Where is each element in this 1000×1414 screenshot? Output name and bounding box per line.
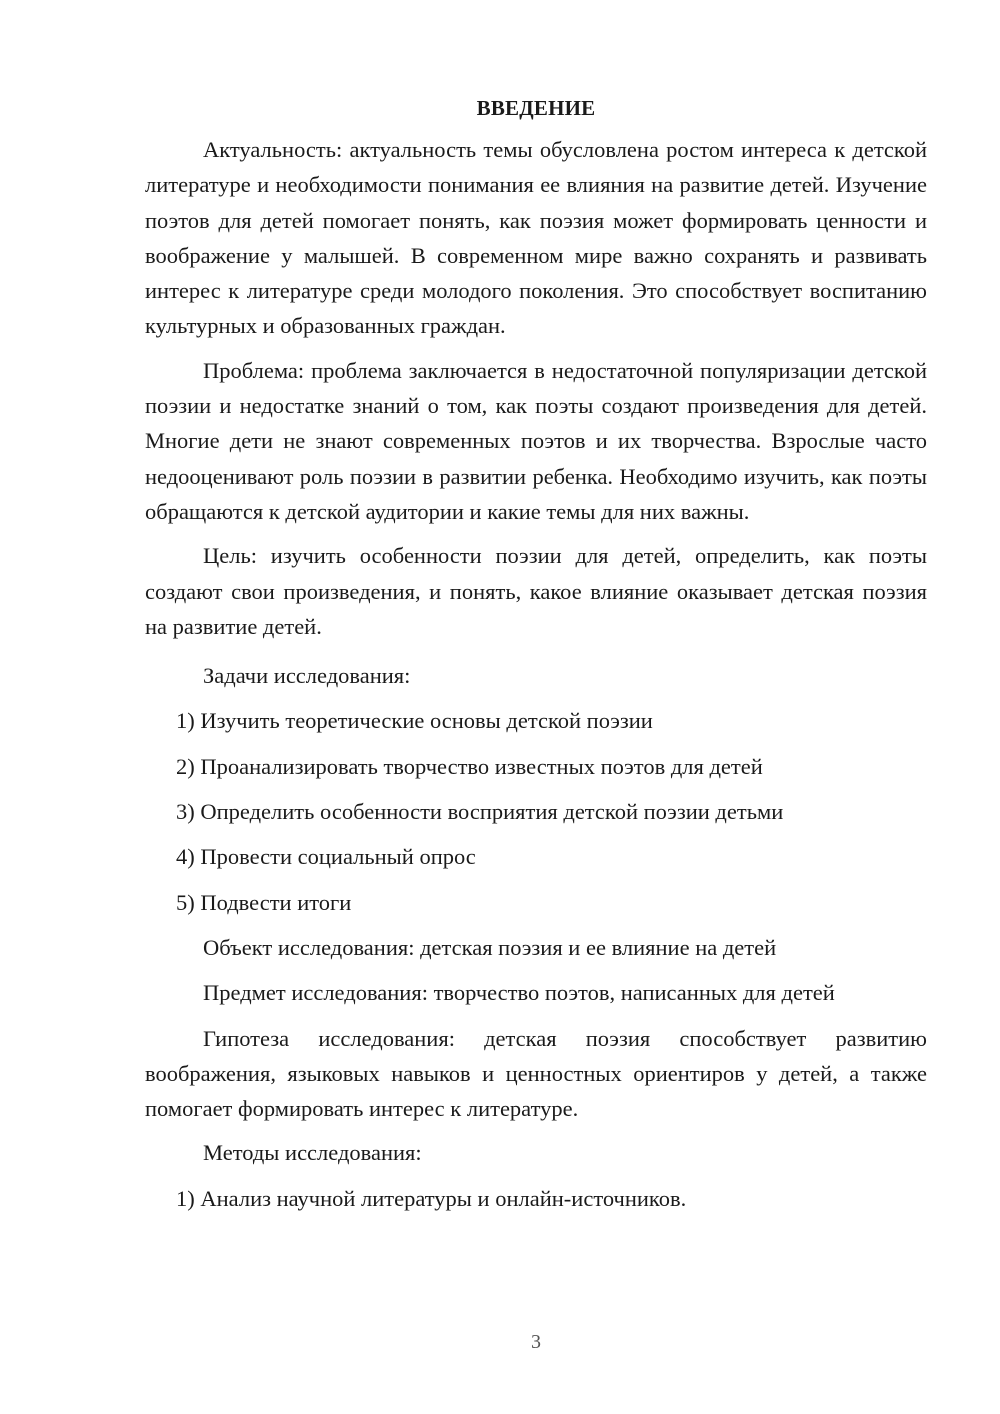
task-item: 1) Изучить теоретические основы детской поэзии bbox=[176, 708, 653, 734]
section-title: ВВЕДЕНИЕ bbox=[476, 96, 596, 120]
task-item: 3) Определить особенности восприятия детской поэзии детьми bbox=[176, 799, 784, 825]
task-item: 2) Проанализировать творчество известных поэтов для детей bbox=[176, 753, 763, 779]
task-item: 4) Провести социальный опрос bbox=[176, 844, 476, 870]
task-item: 5) Подвести итоги bbox=[176, 889, 352, 915]
research-object: Объект исследования: детская поэзия и ее влияние на детей bbox=[203, 934, 777, 960]
paragraph-relevance: Актуальность: актуальность темы обусловлена ростом интереса к детской литературе и необходимости понимания ее влияния на развитие детей. Изучение поэтов для детей помогает понять, как поэзия может формировать ценности и воображение у малышей. В современном мире важно сохранять и развивать интерес к литературе среди молодого поколения. Это способствует воспитанию культурных и образованных граждан. bbox=[145, 137, 927, 339]
method-item: 1) Анализ научной литературы и онлайн-источников. bbox=[176, 1185, 687, 1211]
research-subject: Предмет исследования: творчество поэтов, написанных для детей bbox=[203, 980, 835, 1006]
paragraph-hypothesis: Гипотеза исследования: детская поэзия способствует развитию воображения, языковых навыков и ценностных ориентиров у детей, а также помогает формировать интерес к литературе. bbox=[145, 1025, 927, 1122]
document-page bbox=[145, 92, 927, 1226]
page-number: 3 bbox=[531, 1331, 541, 1353]
paragraph-goal: Цель: изучить особенности поэзии для детей, определить, как поэты создают свои произведения, и понять, какое влияние оказывает детская поэзия на развитие детей. bbox=[145, 543, 927, 639]
tasks-heading: Задачи исследования: bbox=[203, 663, 411, 689]
methods-heading: Методы исследования: bbox=[203, 1140, 422, 1166]
paragraph-problem: Проблема: проблема заключается в недостаточной популяризации детской поэзии и недостатке знаний о том, как поэты создают произведения для детей. Многие дети не знают современных поэтов и их творчества. Взрослые часто недооценивают роль поэзии в развитии ребенка. Необходимо изучить, как поэты обращаются к детской аудитории и какие темы для них важны. bbox=[145, 357, 927, 524]
